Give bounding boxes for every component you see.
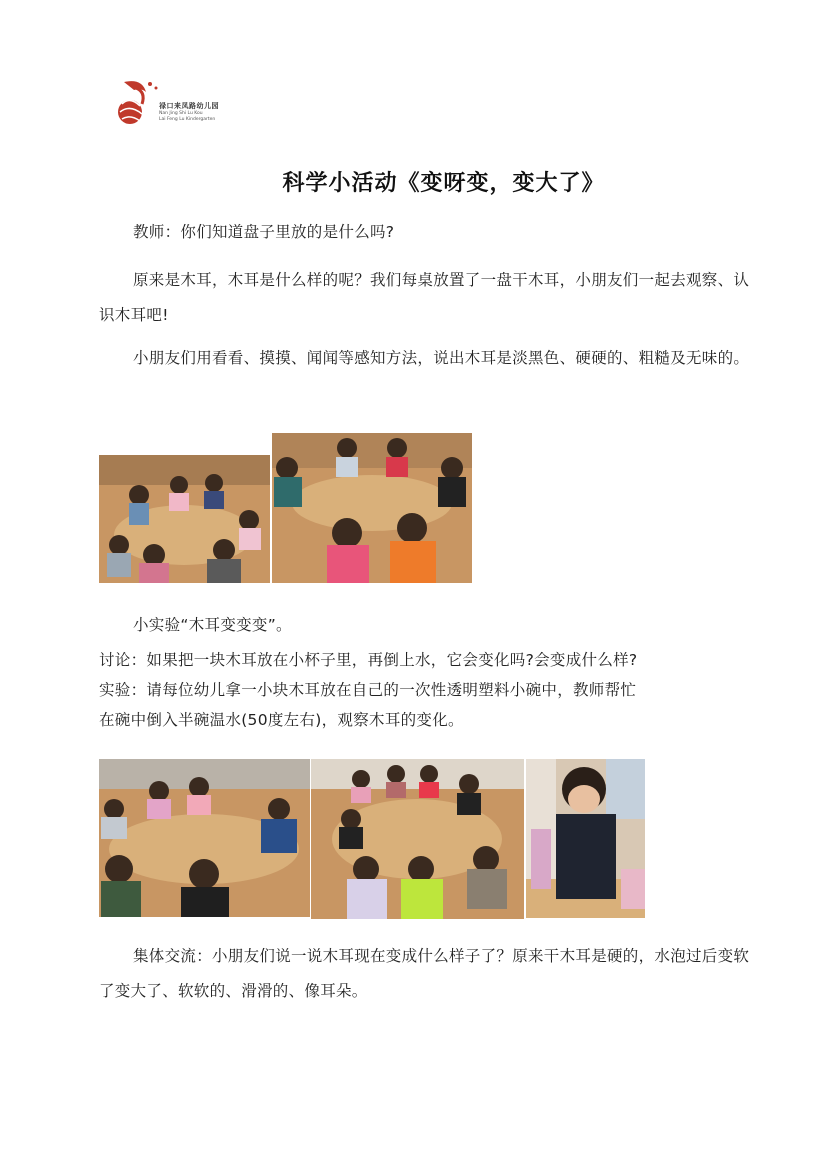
paragraph-experiment-2: 在碗中倒入半碗温水(50度左右)，观察木耳的变化。: [99, 711, 464, 729]
school-name-cn: 禄口来凤路幼儿园: [159, 102, 219, 110]
paragraph-question: 教师：你们知道盘子里放的是什么吗?: [133, 223, 395, 241]
paragraph-observation: 小朋友们用看看、摸摸、闻闻等感知方法，说出木耳是淡黑色、硬硬的、粗糙及无味的。: [133, 349, 750, 367]
classroom-photo-icon: [99, 455, 270, 583]
school-name-en-1: Nan Jing Shi Lu Kou: [159, 111, 203, 116]
classroom-photo-icon: [311, 759, 524, 919]
photo-experiment-2: [311, 759, 524, 919]
page-title: 科学小活动《变呀变，变大了》: [282, 171, 605, 196]
photo-observing-1: [99, 455, 270, 583]
paragraph-experiment-title: 小实验“木耳变变变”。: [133, 616, 292, 634]
paragraph-conclusion: 集体交流：小朋友们说一说木耳现在变成什么样子了？原来干木耳是硬的，水泡过后变软了变大了、软软的、滑滑的、像耳朵。: [99, 947, 750, 1000]
paragraph-intro: 原来是木耳，木耳是什么样的呢？我们每桌放置了一盘干木耳，小朋友们一起去观察、认识木耳吧!: [99, 271, 750, 324]
photo-experiment-1: [99, 759, 310, 917]
classroom-photo-icon: [526, 759, 645, 918]
photo-observing-2: [272, 433, 472, 583]
school-name-en-2: Lai Feng Lu Kindergarten: [159, 116, 216, 122]
photo-experiment-3: [526, 759, 645, 918]
school-logo-icon: [112, 74, 160, 130]
paragraph-discussion: 讨论：如果把一块木耳放在小杯子里，再倒上水，它会变化吗?会变成什么样?: [99, 651, 638, 669]
school-logo: [112, 74, 232, 130]
classroom-photo-icon: [99, 759, 310, 917]
paragraph-experiment-1: 实验：请每位幼儿拿一小块木耳放在自己的一次性透明塑料小碗中，教师帮忙: [99, 681, 637, 699]
classroom-photo-icon: [272, 433, 472, 583]
